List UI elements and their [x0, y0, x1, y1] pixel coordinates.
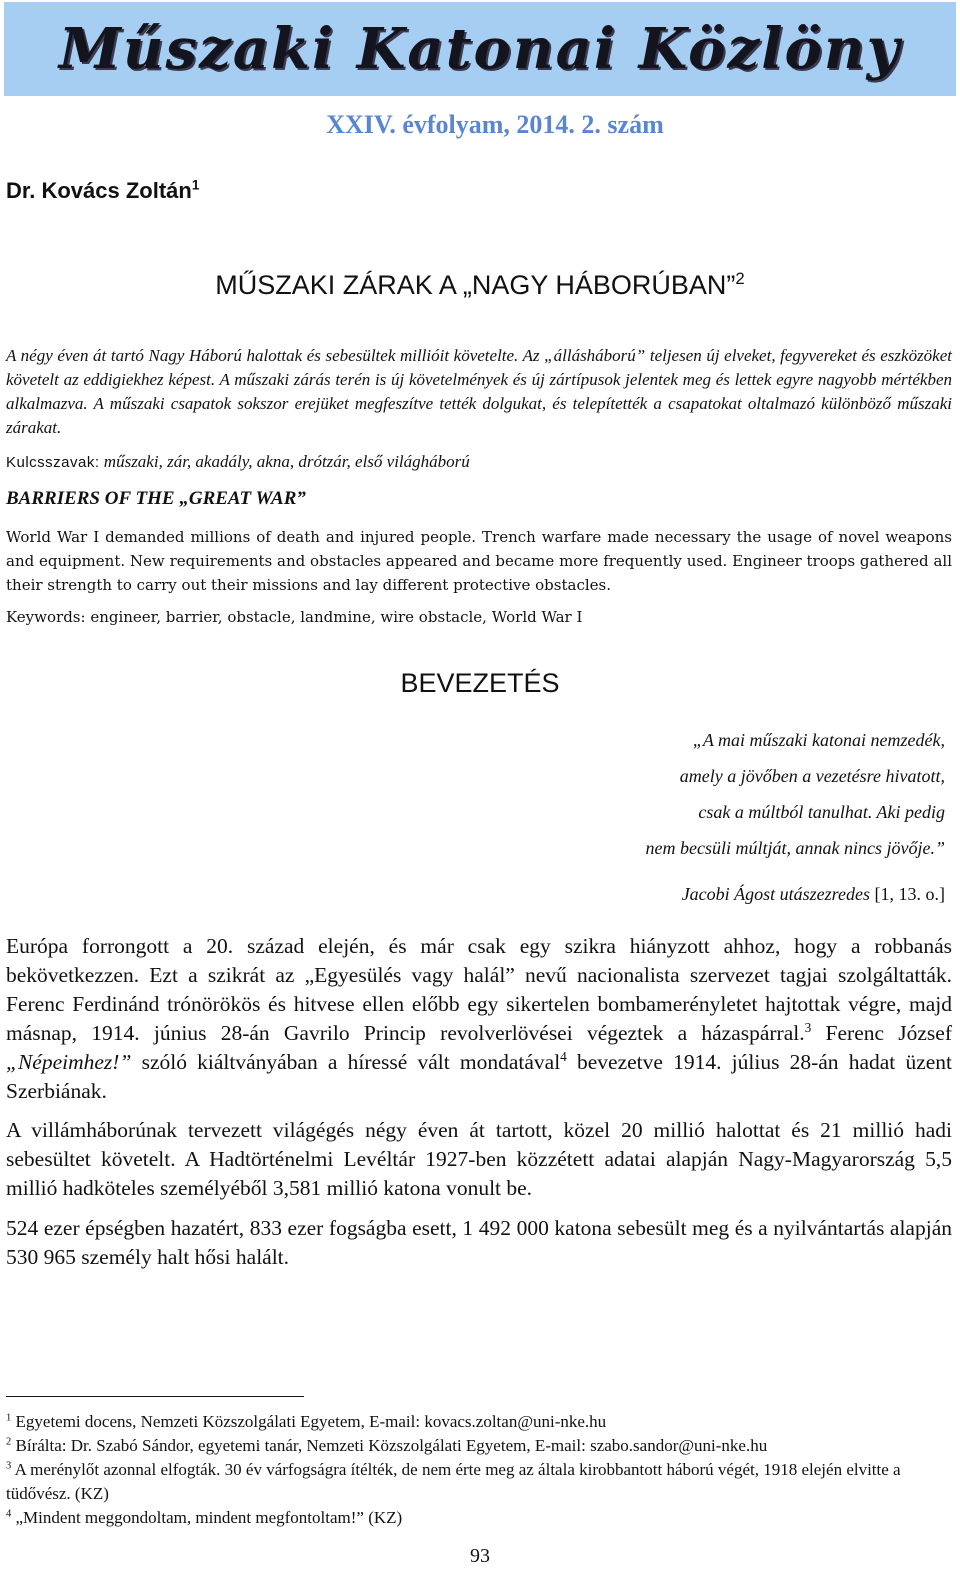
- footnote-text: „Mindent meggondoltam, mindent megfontoltam!” (KZ): [11, 1508, 403, 1527]
- footnote-separator: [6, 1396, 304, 1397]
- keywords-hungarian-values: műszaki, zár, akadály, akna, drótzár, első világháború: [103, 452, 470, 471]
- footnote-text: A merénylőt azonnal elfogták. 30 év várfogságra ítélték, de nem érte meg az általa kirobbantott háború végét, 1918 elején elvitte a tüdővész. (KZ): [6, 1460, 901, 1503]
- footnote-number: 4: [6, 1508, 12, 1520]
- journal-logo-title: Műszaki Katonai Közlöny: [58, 16, 902, 82]
- footnote-number: 2: [6, 1436, 12, 1448]
- quote-line: csak a múltból tanulhat. Aki pedig: [698, 802, 945, 822]
- title-footnote-ref[interactable]: 2: [735, 269, 745, 288]
- footnote-ref-4[interactable]: 4: [560, 1048, 567, 1064]
- epigraph-quote: [646, 728, 945, 872]
- footnote: [6, 1410, 952, 1434]
- article-title: [0, 270, 960, 301]
- footnote-number: 1: [6, 1412, 12, 1424]
- body-paragraph-2: A villámháborúnak tervezett világégés négy éven át tartott, közel 20 millió halottat és 21 millió hadi sebesültet követelt. A Hadtörténelmi Levéltár 1927-ben közzétett adatai alapján Nagy-Magyarország 5,5 millió hadköteles személyéből 3,581 millió katona vonult be.: [6, 1118, 952, 1200]
- page-number: 93: [470, 1545, 490, 1567]
- quote-line: nem becsüli múltját, annak nincs jövője.”: [645, 838, 945, 858]
- quote-line: „A mai műszaki katonai nemzedék,: [692, 730, 945, 750]
- footnote: [6, 1434, 952, 1458]
- quote-source: [682, 884, 945, 905]
- english-title: BARRIERS OF THE „GREAT WAR”: [6, 488, 306, 509]
- author-footnote-ref[interactable]: 1: [191, 177, 200, 193]
- section-heading: BEVEZETÉS: [400, 668, 560, 698]
- author-text: Dr. Kovács Zoltán: [6, 178, 192, 203]
- keywords-hungarian: [6, 452, 470, 472]
- body-text: bevezetve 1914. július 28-án hadat üzent Szerbiának.: [6, 1050, 952, 1103]
- author-name: [6, 178, 199, 204]
- body-paragraph-1: [6, 932, 952, 1106]
- issue-text: XXIV. évfolyam, 2014. 2. szám: [326, 110, 664, 139]
- quote-line: amely a jövőben a vezetésre hivatott,: [679, 766, 945, 786]
- article-title-text: MŰSZAKI ZÁRAK A „NAGY HÁBORÚBAN”: [215, 270, 736, 300]
- abstract-english: World War I demanded millions of death and injured people. Trench warfare made necessary the usage of novel weapons and equipment. New requirements and obstacles appeared and became more frequently used. Engineer troops gathered all their strength to carry out their missions and lay different protective obstacles.: [6, 528, 952, 594]
- keywords-hungarian-label: Kulcsszavak:: [6, 454, 100, 471]
- keywords-english: Keywords: engineer, barrier, obstacle, landmine, wire obstacle, World War I: [6, 608, 583, 626]
- issue-line: [0, 110, 960, 140]
- body-text: Ferenc József: [811, 1021, 953, 1045]
- body-paragraph-3: 524 ezer épségben hazatért, 833 ezer fogságba esett, 1 492 000 katona sebesült meg és a nyilvántartás alapján 530 965 személy halt hősi halált.: [6, 1216, 952, 1269]
- body-text: Európa forrongott a 20. század elején, és már csak egy szikra hiányzott ahhoz, hogy a robbanás bekövetkezzen. Ezt a szikrát az „Egyesülés vagy halál” nevű nacionalista szervezet tagjai szolgáltatták. Ferenc Ferdinánd trónörökös és hitvese ellen előbb egy sikertelen bombamerényletet hajtottak végre, majd másnap, 1914. június 28-án Gavrilo Princip revolverlövései végeztek a házaspárral.: [6, 934, 952, 1045]
- abstract-hungarian: A négy éven át tartó Nagy Háború halottak és sebesültek millióit követelte. Az „állásháború” teljesen új elveket, fegyvereket és eszközöket követelt az eddigiekhez képest. A műszaki zárás terén is új követelmények és új zártípusok jelentek meg és lettek egyre nagyobb mértékben alkalmazva. A műszaki csapatok sokszor erejüket megfeszítve tették dolgukat, és telepítették a csapatokat oltalmazó különböző műszaki zárakat.: [6, 346, 952, 437]
- footnotes: [6, 1410, 952, 1530]
- footnote-text: Egyetemi docens, Nemzeti Közszolgálati Egyetem, E-mail: kovacs.zoltan@uni-nke.hu: [11, 1412, 607, 1431]
- footnote-ref-3[interactable]: 3: [804, 1019, 812, 1035]
- quote-source-author: Jacobi Ágost utászezredes: [681, 884, 870, 904]
- body-text-italic: „Népeimhez!”: [6, 1050, 132, 1074]
- footnote: [6, 1458, 952, 1506]
- footnote: [6, 1506, 952, 1530]
- footnote-number: 3: [6, 1460, 12, 1472]
- footnote-text: Bírálta: Dr. Szabó Sándor, egyetemi tanár, Nemzeti Közszolgálati Egyetem, E-mail: szabo.sandor@uni-nke.hu: [11, 1436, 768, 1455]
- journal-banner: [4, 2, 956, 96]
- quote-source-ref: [1, 13. o.]: [870, 884, 945, 904]
- body-text: szóló kiáltványában a híressé vált mondatával: [131, 1050, 561, 1074]
